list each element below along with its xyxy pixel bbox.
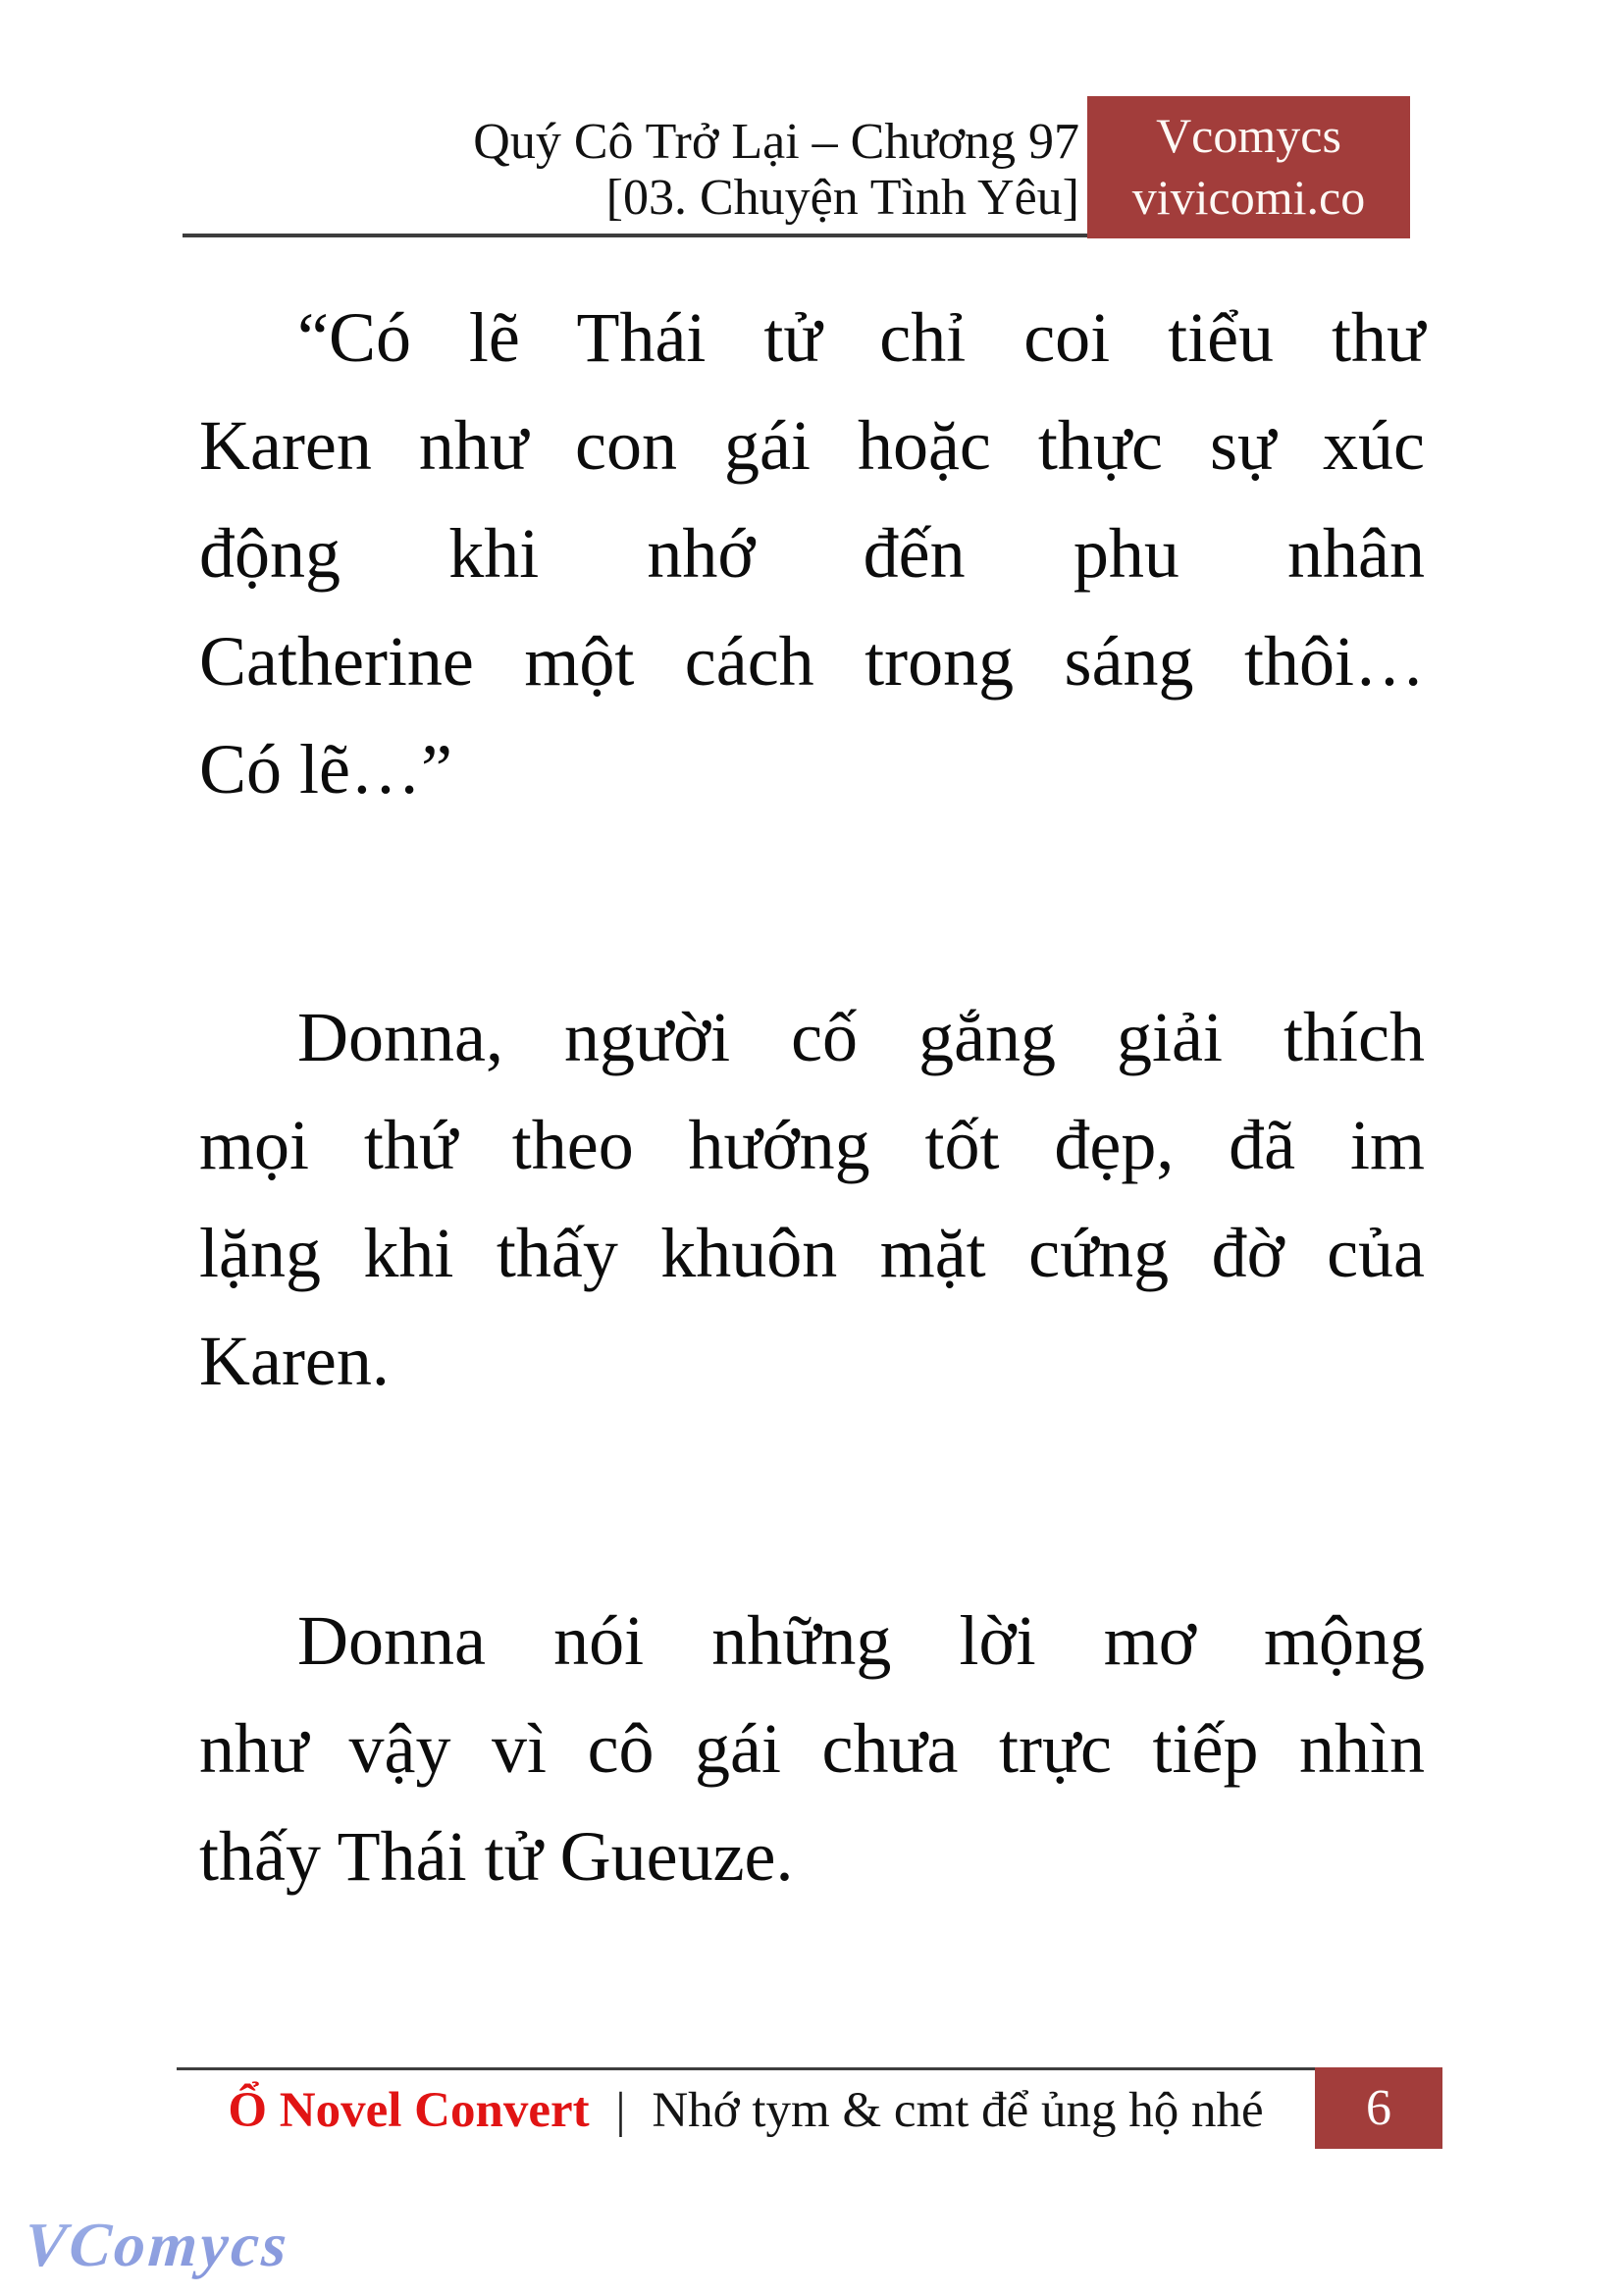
- paragraph-line: Catherine một cách trong sáng thôi…: [199, 622, 1425, 701]
- header-title-line1: Quý Cô Trở Lại – Chương 97: [473, 114, 1079, 170]
- paragraph-line: động khi nhớ đến phu nhân: [199, 514, 1425, 593]
- paragraph-line: thấy Thái tử Gueuze.: [199, 1817, 794, 1896]
- page-footer: [177, 2067, 1442, 2149]
- paragraph-line: Donna nói những lời mơ mộng: [297, 1601, 1425, 1680]
- paragraph-line: Donna, người cố gắng giải thích: [297, 998, 1425, 1076]
- paragraph: [199, 1587, 1425, 1910]
- paragraph-line: mọi thứ theo hướng tốt đẹp, đã im: [199, 1106, 1425, 1184]
- footer-separator: |: [615, 2083, 626, 2138]
- footer-credit: [177, 2073, 1315, 2149]
- footer-brand: Ổ Novel Convert: [228, 2083, 590, 2138]
- brand-site: vivicomi.co: [1131, 170, 1366, 225]
- paragraph-line: Karen.: [199, 1322, 390, 1400]
- brand-name: Vcomycs: [1156, 108, 1341, 163]
- paragraph: [199, 284, 1425, 823]
- header-title-line2: [03. Chuyện Tình Yêu]: [605, 170, 1079, 226]
- paragraph-line: lặng khi thấy khuôn mặt cứng đờ của: [199, 1214, 1425, 1292]
- paragraph: [199, 983, 1425, 1415]
- page-number: 6: [1366, 2080, 1391, 2136]
- paragraph-line: “Có lẽ Thái tử chỉ coi tiểu thư: [297, 298, 1425, 377]
- paragraph-line: Có lẽ…”: [199, 730, 452, 808]
- paragraph-line: như vậy vì cô gái chưa trực tiếp nhìn: [199, 1709, 1425, 1788]
- brand-badge: [1087, 96, 1410, 238]
- paragraph-line: Karen như con gái hoặc thực sự xúc: [199, 406, 1425, 485]
- footer-message: Nhớ tym & cmt để ủng hộ nhé: [652, 2083, 1264, 2138]
- vcomycs-watermark-logo: VComycs: [22, 2206, 291, 2284]
- page-number-badge: [1315, 2067, 1442, 2149]
